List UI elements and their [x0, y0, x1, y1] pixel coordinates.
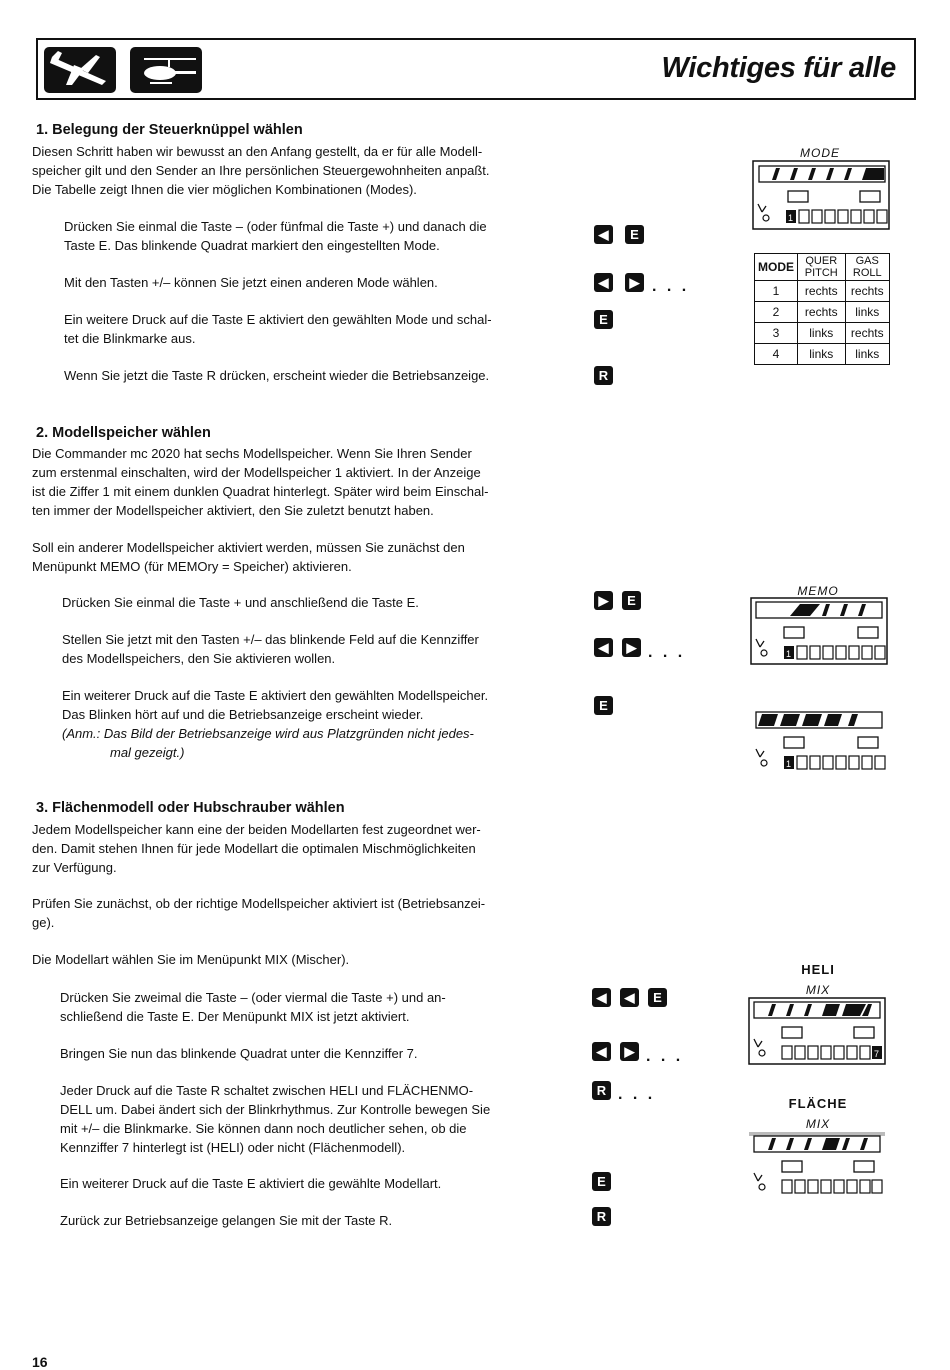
section1-step-4: [64, 366, 570, 385]
text-line: mit +/– die Blinkmarke. Sie können dann noch deutlicher sehen, ob die: [60, 1121, 467, 1136]
minus-key: ◀: [620, 988, 639, 1007]
table-cell: 2: [755, 302, 798, 323]
memo-lcd-display: [750, 597, 890, 667]
text-line: Menüpunkt MEMO (für MEMOry = Speicher) aktivieren.: [32, 559, 352, 574]
mode-table-row: [755, 302, 890, 323]
mode-lcd-digit: 1: [788, 213, 794, 223]
text-line: Jedem Modellspeicher kann eine der beiden Modellarten fest zugeordnet wer-: [32, 822, 481, 837]
table-cell: 4: [755, 344, 798, 365]
text-line: mal gezeigt.): [110, 745, 185, 760]
page-number: 16: [32, 1354, 48, 1370]
table-cell: rechts: [845, 281, 890, 302]
text-line: speicher gilt und den Sender an Ihre persönlichen Steuergewohnheiten anpaßt.: [32, 163, 490, 178]
text-line: Zurück zur Betriebsanzeige gelangen Sie mit der Taste R.: [60, 1213, 393, 1228]
mode-display-label: MODE: [800, 146, 840, 160]
section3-step-5: [60, 1211, 570, 1230]
flaeche-mix-lcd-display: [748, 1131, 888, 1201]
text-line: Mit den Tasten +/– können Sie jetzt einen anderen Mode wählen.: [64, 275, 438, 290]
section3-para1: [32, 820, 570, 877]
enter-key: E: [622, 591, 641, 610]
text-line: Soll ein anderer Modellspeicher aktiviert werden, müssen Sie zunächst den: [32, 540, 465, 555]
section3-step-2: [60, 1044, 570, 1063]
text-line: ist die Ziffer 1 mit einem dunklen Quadrat hinterlegt. Später wird beim Einschal-: [32, 484, 489, 499]
section3-heading: 3. Flächenmodell oder Hubschrauber wählen: [36, 800, 345, 816]
minus-key: ◀: [594, 638, 613, 657]
page-header: [36, 38, 916, 100]
section2-note: [62, 724, 570, 762]
section1-step-1: [64, 217, 570, 255]
heli-lcd-digit: 7: [874, 1049, 880, 1059]
section3-step-4: [60, 1174, 570, 1193]
section3-step-1: [60, 988, 570, 1026]
text-line: Drücken Sie einmal die Taste – (oder fünfmal die Taste +) und danach die: [64, 219, 487, 234]
mode-lcd-display: [752, 160, 892, 232]
text-line: Jeder Druck auf die Taste R schaltet zwischen HELI und FLÄCHENMO-: [60, 1083, 474, 1098]
continuation-dots: . . .: [646, 1048, 684, 1065]
text-line: Wenn Sie jetzt die Taste R drücken, erscheint wieder die Betriebsanzeige.: [64, 368, 490, 383]
text-line: Das Blinken hört auf und die Betriebsanzeige erscheint wieder.: [62, 707, 424, 722]
mode-table-header: GAS ROLL: [845, 254, 890, 281]
r-key: R: [592, 1081, 611, 1100]
text-line: ten immer der Modellspeicher aktiviert, den Sie zuletzt benutzt haben.: [32, 503, 434, 518]
text-line: Prüfen Sie zunächst, ob der richtige Modellspeicher aktiviert ist (Betriebsanzei-: [32, 896, 486, 911]
table-cell: 3: [755, 323, 798, 344]
section2-step-2: [62, 630, 570, 668]
page-title: Wichtiges für alle: [661, 52, 896, 84]
table-cell: rechts: [845, 323, 890, 344]
enter-key: E: [648, 988, 667, 1007]
section2-heading: 2. Modellspeicher wählen: [36, 425, 211, 441]
section3-para3: [32, 950, 570, 969]
mix-display-label: MIX: [805, 983, 831, 997]
text-line: Drücken Sie einmal die Taste + und anschließend die Taste E.: [62, 595, 419, 610]
plus-key: ▶: [620, 1042, 639, 1061]
text-line: Taste E. Das blinkende Quadrat markiert den eingestellten Mode.: [64, 238, 440, 253]
table-cell: rechts: [798, 281, 846, 302]
text-line: den. Damit stehen Ihnen für jede Modellart die optimalen Mischmöglichkeiten: [32, 841, 476, 856]
operating-lcd-digit: 1: [786, 759, 792, 769]
table-cell: links: [845, 302, 890, 323]
enter-key: E: [594, 310, 613, 329]
text-line: Kennziffer 7 hinterlegt ist (HELI) oder nicht (Flächenmodell).: [60, 1140, 406, 1155]
table-cell: rechts: [798, 302, 846, 323]
text-line: Bringen Sie nun das blinkende Quadrat unter die Kennziffer 7.: [60, 1046, 418, 1061]
section3-step-3: [60, 1081, 570, 1157]
text-line: Drücken Sie zweimal die Taste – (oder viermal die Taste +) und an-: [60, 990, 446, 1005]
enter-key: E: [594, 696, 613, 715]
continuation-dots: . . .: [648, 644, 686, 661]
section2-step-3: [62, 686, 570, 724]
memo-lcd-digit: 1: [786, 649, 792, 659]
enter-key: E: [592, 1172, 611, 1191]
heli-label: HELI: [801, 962, 835, 977]
section3-para2: [32, 894, 570, 932]
text-line: Ein weitere Druck auf die Taste E aktiviert den gewählten Mode und schal-: [64, 312, 492, 327]
text-line: ge).: [32, 915, 55, 930]
section1-intro: [32, 142, 570, 199]
minus-key: ◀: [592, 1042, 611, 1061]
minus-key: ◀: [594, 225, 613, 244]
text-line: DELL um. Dabei ändert sich der Blinkrhythmus. Zur Kontrolle bewegen Sie: [60, 1102, 491, 1117]
table-cell: links: [798, 344, 846, 365]
section2-para2: [32, 538, 570, 576]
text-line: Diesen Schritt haben wir bewusst an den Anfang gestellt, da er für alle Modell-: [32, 144, 483, 159]
text-line: Die Commander mc 2020 hat sechs Modellspeicher. Wenn Sie Ihren Sender: [32, 446, 472, 461]
r-key: R: [594, 366, 613, 385]
airplane-icon: [44, 47, 116, 93]
text-line: des Modellspeichers, den Sie aktivieren wollen.: [62, 651, 336, 666]
text-line: Ein weiterer Druck auf die Taste E aktiviert den gewählten Modellspeicher.: [62, 688, 489, 703]
mode-table-row: [755, 323, 890, 344]
text-line: Ein weiterer Druck auf die Taste E aktiviert die gewählte Modellart.: [60, 1176, 442, 1191]
plus-key: ▶: [622, 638, 641, 657]
text-line: Die Tabelle zeigt Ihnen die vier möglichen Kombinationen (Modes).: [32, 182, 417, 197]
section1-heading: 1. Belegung der Steuerknüppel wählen: [36, 122, 303, 138]
text-line: Die Modellart wählen Sie im Menüpunkt MIX (Mischer).: [32, 952, 350, 967]
table-cell: links: [845, 344, 890, 365]
continuation-dots: . . .: [618, 1086, 656, 1103]
r-key: R: [592, 1207, 611, 1226]
enter-key: E: [625, 225, 644, 244]
text-line: zum erstenmal einschalten, wird der Modellspeicher 1 aktiviert. In der Anzeige: [32, 465, 481, 480]
text-line: tet die Blinkmarke aus.: [64, 331, 196, 346]
mode-table-header: MODE: [755, 254, 798, 281]
table-cell: links: [798, 323, 846, 344]
mix-display-label: MIX: [805, 1117, 831, 1131]
text-line: (Anm.: Das Bild der Betriebsanzeige wird aus Platzgründen nicht jedes-: [62, 726, 474, 741]
minus-key: ◀: [592, 988, 611, 1007]
memo-display-label: MEMO: [797, 584, 839, 598]
helicopter-icon: [130, 47, 202, 93]
mode-table-row: [755, 281, 890, 302]
table-cell: 1: [755, 281, 798, 302]
text-line: schließend die Taste E. Der Menüpunkt MIX ist jetzt aktiviert.: [60, 1009, 410, 1024]
mode-table: [754, 253, 890, 365]
heli-mix-lcd-display: [748, 997, 888, 1067]
plus-key: ▶: [594, 591, 613, 610]
plus-key: ▶: [625, 273, 644, 292]
section2-para1: [32, 444, 570, 520]
mode-table-row: [755, 344, 890, 365]
minus-key: ◀: [594, 273, 613, 292]
text-line: Stellen Sie jetzt mit den Tasten +/– das blinkende Feld auf die Kennziffer: [62, 632, 479, 647]
section1-step-2: [64, 273, 570, 292]
text-line: zur Verfügung.: [32, 860, 117, 875]
section2-step-1: [62, 593, 570, 612]
mode-table-header: QUER PITCH: [798, 254, 846, 281]
continuation-dots: . . .: [652, 278, 690, 295]
operating-lcd-display: [750, 707, 890, 777]
section1-step-3: [64, 310, 570, 348]
flaeche-label: FLÄCHE: [788, 1096, 848, 1111]
